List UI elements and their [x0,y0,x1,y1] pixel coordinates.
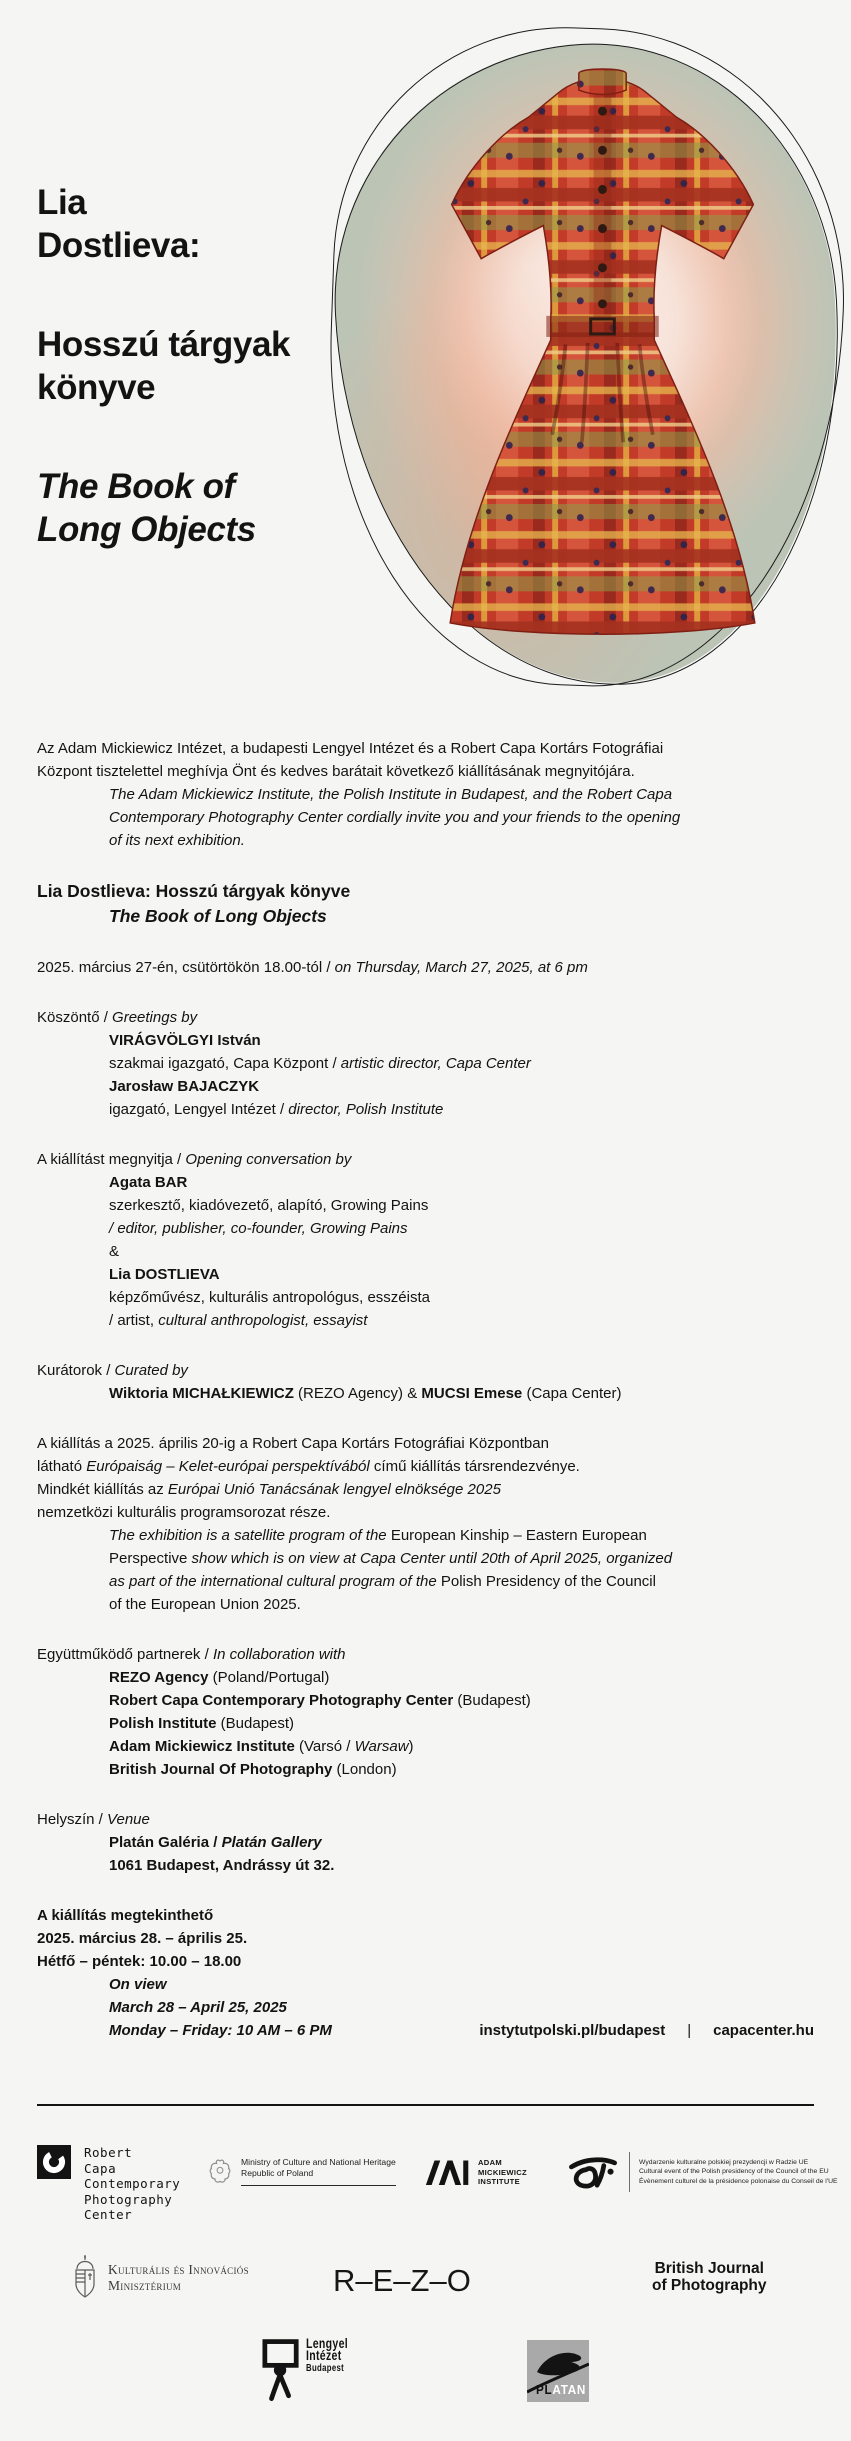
title-hungarian [37,323,290,409]
text-line: Központ tisztelettel meghívja Önt és kedves barátait következő kiállításának megnyitójára. [37,763,635,780]
link-capacenter[interactable]: capacenter.hu [713,2022,814,2039]
text-line: Az Adam Mickiewicz Intézet, a budapesti Lengyel Intézet és a Robert Capa Kortárs Fotográfiai [37,740,664,757]
bjp-text-line: of Photography [652,2277,767,2294]
text-line: Contemporary Photography Center cordially invite you and your friends to the opening [109,809,681,826]
exhibition-heading [37,879,814,929]
text-line: Lia Dostlieva: Hosszú tárgyak könyve [37,881,351,901]
capa-text-line: Photography [84,2191,173,2207]
ministry-text-line: Ministry of Culture and National Heritage [241,2157,396,2167]
ministry-text-line: Republic of Poland [241,2168,314,2178]
curators-section [37,1359,814,1405]
adam-mickiewicz-institute-logo [423,2158,527,2187]
partners-section [37,1643,814,1781]
presidency-text-line: Cultural event of the Polish presidency of the Council of the EU [639,2168,829,2176]
schedule-links-row-wrap [0,2019,851,2042]
opening-section [37,1148,814,1332]
text-line: On view [109,1976,167,1993]
text-line: as part of the international cultural program of the Polish Presidency of the Council [109,1573,656,1590]
text-line: látható Európaiság – Kelet-európai perspektívából című kiállítás társrendezvénye. [37,1458,580,1475]
text-line: A kiállítás a 2025. április 20-ig a Robert Capa Kortárs Fotográfiai Központban [37,1435,549,1452]
satellite-paragraph [37,1432,814,1616]
text-line: Robert Capa Contemporary Photography Center (Budapest) [109,1692,531,1709]
text-line: Köszöntő / Greetings by [37,1009,198,1026]
text-line: szakmai igazgató, Capa Központ / artistic director, Capa Center [109,1055,531,1072]
british-journal-of-photography-logo [652,2260,767,2294]
venue-section [37,1808,814,1877]
platan-text-white: ATAN [552,2382,587,2397]
on-view-section [37,1904,814,2019]
text-line: The Book of Long Objects [109,906,327,926]
text-line: képzőművész, kulturális antropológus, esszéista [109,1289,430,1306]
greetings-section [37,1006,814,1121]
text-line: The Adam Mickiewicz Institute, the Polish Institute in Budapest, and the Robert Capa [109,786,673,803]
platan-gallery-logo [527,2340,589,2402]
text-line: Wiktoria MICHAŁKIEWICZ (REZO Agency) & MUCSI Emese (Capa Center) [109,1385,622,1402]
text-line: March 28 – April 25, 2025 [109,1999,287,2016]
hungary-ministry-line: Minisztérium [108,2278,182,2293]
text-line: Mindkét kiállítás az Európai Unió Tanácsának lengyel elnöksége 2025 [37,1481,501,1498]
link-instytutpolski[interactable]: instytutpolski.pl/budapest [479,2022,666,2039]
lpi-text-line: Budapest [306,2363,345,2374]
text-line: szerkesztő, kiadóvezető, alapító, Growing Pains [109,1197,429,1214]
iam-text-line: ADAM [478,2158,502,2167]
lpi-text-line: Intézet [306,2348,342,2363]
title-en-line: Long Objects [37,510,256,549]
text-line: 1061 Budapest, Andrássy út 32. [109,1857,335,1874]
hero-section [0,0,851,690]
artist-name [37,181,290,267]
hungarian-coat-of-arms-icon [72,2255,98,2301]
capa-text-line: Robert [84,2145,133,2160]
text-line: Polish Institute (Budapest) [109,1715,295,1732]
capa-c-icon [37,2145,71,2179]
rezo-logo [333,2263,471,2299]
text-line: Adam Mickiewicz Institute (Varsó / Warsaw) [109,1738,414,1755]
link-divider: | [687,2022,692,2039]
text-line: igazgató, Lengyel Intézet / director, Polish Institute [109,1101,444,1118]
text-line: Perspective show which is on view at Capa Center until 20th of April 2025, organized [109,1550,673,1567]
iam-mark-icon [423,2158,469,2186]
iam-text-line: INSTITUTE [478,2177,520,2186]
iam-text-line: MICKIEWICZ [478,2167,527,2177]
capa-text-line: Center [84,2207,133,2222]
dress-artwork-image [425,66,780,638]
text-line: / artist, cultural anthropologist, essayist [109,1312,368,1329]
artist-name-line: Lia [37,183,87,222]
text-line: 2025. március 28. – április 25. [37,1930,248,1947]
text-line: Együttműködő partnerek / In collaboration with [37,1646,346,1663]
text-line: Jarosław BAJACZYK [109,1078,260,1095]
capa-text-line: Contemporary [84,2176,181,2191]
text-line: REZO Agency (Poland/Portugal) [109,1669,330,1686]
platan-logo-text [536,2382,586,2397]
footer-divider-line [37,2104,814,2106]
polish-eagle-icon [208,2157,232,2187]
text-line: of the European Union 2025. [109,1596,301,1613]
schedule-last-row [37,2019,814,2042]
text-line: Lia DOSTLIEVA [109,1266,220,1283]
platan-text-black: PL [536,2382,553,2397]
figure-with-frame-icon [262,2338,300,2406]
rezo-logo-text: R–E–Z–O [333,2263,471,2298]
text-line: VIRÁGVÖLGYI István [109,1032,261,1049]
title-en-line: The Book of [37,467,235,506]
presidency-text-line: Wydarzenie kulturalne polskiej prezydencji w Radzie UE [639,2158,809,2166]
invitation-body [0,737,851,2019]
text-line: Platán Galéria / Platán Gallery [109,1834,322,1851]
text-line: & [109,1243,120,1260]
text-line: nemzetközi kulturális programsorozat része. [37,1504,331,1521]
hungary-ministry-line: Kulturális és Innovációs [108,2262,249,2277]
poland-ministry-logo [208,2157,396,2187]
text-line: 2025. március 27-én, csütörtökön 18.00-tól / on Thursday, March 27, 2025, at 6 pm [37,959,588,976]
schedule-last-line: Monday – Friday: 10 AM – 6 PM [109,2022,332,2039]
text-line: The exhibition is a satellite program of the European Kinship – Eastern European [109,1527,647,1544]
bjp-text-line: British Journal [654,2260,764,2277]
polish-presidency-logo [566,2152,838,2192]
text-line: Helyszín / Venue [37,1811,150,1828]
presidency-text-line: Évènement culturel de la présidence polonaise du Conseil de l'UE [639,2177,838,2185]
capa-center-logo [37,2145,180,2223]
date-line [37,956,814,979]
text-line: Hétfő – péntek: 10.00 – 18.00 [37,1953,242,1970]
capa-text-line: Capa [84,2160,117,2176]
text-line: A kiállítást megnyitja / Opening conversation by [37,1151,352,1168]
title-english [37,465,290,551]
invitation-paragraph [37,737,814,852]
partner-logos-footer [0,2100,851,2441]
text-line: of its next exhibition. [109,832,245,849]
title-hu-line: Hosszú tárgyak [37,325,291,364]
exhibition-title [37,181,290,551]
presidency-text [639,2158,838,2186]
hungary-ministry-text [108,2262,249,2294]
presidency-script-icon [566,2152,620,2192]
hungary-ministry-logo [72,2255,249,2301]
polish-institute-budapest-logo [262,2338,360,2406]
text-line: A kiállítás megtekinthető [37,1907,214,1924]
title-hu-line: könyve [37,368,156,407]
lpi-text-line: Lengyel [306,2336,348,2351]
poland-ministry-text [241,2157,396,2186]
presidency-divider [629,2152,630,2192]
text-line: British Journal Of Photography (London) [109,1761,397,1778]
capa-logo-text [84,2145,180,2223]
iam-logo-text [478,2158,527,2187]
text-line: Kurátorok / Curated by [37,1362,188,1379]
text-line: / editor, publisher, co-founder, Growing Pains [109,1220,408,1237]
artist-name-line: Dostlieva: [37,226,201,265]
website-links [479,2019,814,2042]
polish-institute-text [306,2338,348,2375]
text-line: Agata BAR [109,1174,188,1191]
